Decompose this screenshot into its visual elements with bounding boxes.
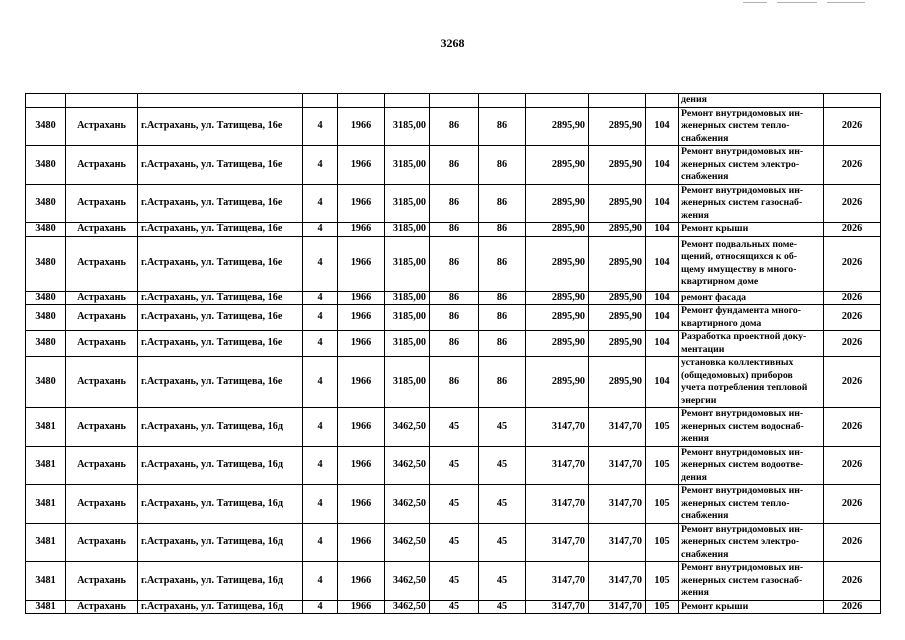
planned-year-cell: 2026 [824, 331, 881, 357]
city-cell: Астрахань [66, 184, 138, 223]
residents-cell: 104 [646, 305, 679, 331]
floors-cell: 4 [303, 357, 338, 408]
apartments-residential-cell: 86 [479, 291, 526, 305]
apartments-total-cell: 45 [430, 446, 479, 485]
living-area-cell [526, 94, 589, 108]
table-row [26, 600, 881, 614]
year-built-cell: 1966 [338, 523, 385, 562]
city-cell: Астрахань [66, 446, 138, 485]
apartments-residential-cell: 86 [479, 236, 526, 291]
year-built-cell: 1966 [338, 107, 385, 146]
total-area-cell: 3185,00 [385, 236, 430, 291]
work-type-cell: установка коллективных (общедомовых) приборов учета потребления тепловой энергии [679, 357, 824, 408]
table-row [26, 562, 881, 601]
apartments-total-cell: 45 [430, 600, 479, 614]
house-id-cell: 3480 [26, 236, 66, 291]
address-cell: г.Астрахань, ул. Татищева, 16е [138, 223, 303, 237]
year-built-cell: 1966 [338, 562, 385, 601]
apartments-total-cell: 86 [430, 291, 479, 305]
address-cell: г.Астрахань, ул. Татищева, 16е [138, 331, 303, 357]
total-area-cell: 3185,00 [385, 223, 430, 237]
apartments-total-cell: 86 [430, 305, 479, 331]
apartments-residential-cell [479, 94, 526, 108]
planned-year-cell: 2026 [824, 485, 881, 524]
year-built-cell: 1966 [338, 305, 385, 331]
residents-cell: 104 [646, 357, 679, 408]
city-cell: Астрахань [66, 331, 138, 357]
total-area-cell: 3462,50 [385, 485, 430, 524]
total-area-cell [385, 94, 430, 108]
address-cell: г.Астрахань, ул. Татищева, 16д [138, 523, 303, 562]
city-cell [66, 94, 138, 108]
year-built-cell: 1966 [338, 600, 385, 614]
table-row [26, 305, 881, 331]
total-area-cell: 3462,50 [385, 562, 430, 601]
living-area-residential-cell: 2895,90 [589, 184, 646, 223]
apartments-residential-cell: 45 [479, 446, 526, 485]
floors-cell: 4 [303, 236, 338, 291]
living-area-residential-cell: 2895,90 [589, 236, 646, 291]
residents-cell: 105 [646, 446, 679, 485]
work-type-cell: Ремонт внутридомовых ин- женерных систем газоснаб- жения [679, 184, 824, 223]
house-id-cell [26, 94, 66, 108]
work-type-cell: Ремонт внутридомовых ин- женерных систем электро- снабжения [679, 146, 824, 185]
floors-cell: 4 [303, 600, 338, 614]
floors-cell: 4 [303, 291, 338, 305]
floors-cell: 4 [303, 146, 338, 185]
living-area-cell: 2895,90 [526, 331, 589, 357]
city-cell: Астрахань [66, 146, 138, 185]
year-built-cell: 1966 [338, 408, 385, 447]
year-built-cell: 1966 [338, 236, 385, 291]
residents-cell: 104 [646, 107, 679, 146]
total-area-cell: 3185,00 [385, 146, 430, 185]
total-area-cell: 3462,50 [385, 446, 430, 485]
house-id-cell: 3480 [26, 146, 66, 185]
house-id-cell: 3481 [26, 485, 66, 524]
living-area-cell: 3147,70 [526, 562, 589, 601]
apartments-total-cell: 86 [430, 107, 479, 146]
living-area-cell: 2895,90 [526, 146, 589, 185]
planned-year-cell: 2026 [824, 184, 881, 223]
work-type-cell: Ремонт внутридомовых ин- женерных систем газоснаб- жения [679, 562, 824, 601]
apartments-total-cell: 86 [430, 331, 479, 357]
table-row [26, 236, 881, 291]
address-cell: г.Астрахань, ул. Татищева, 16е [138, 236, 303, 291]
apartments-residential-cell: 45 [479, 408, 526, 447]
table-row [26, 408, 881, 447]
living-area-cell: 2895,90 [526, 184, 589, 223]
residents-cell: 105 [646, 562, 679, 601]
total-area-cell: 3185,00 [385, 107, 430, 146]
floors-cell: 4 [303, 562, 338, 601]
living-area-residential-cell: 3147,70 [589, 446, 646, 485]
floors-cell: 4 [303, 331, 338, 357]
house-id-cell: 3480 [26, 107, 66, 146]
planned-year-cell: 2026 [824, 600, 881, 614]
planned-year-cell: 2026 [824, 291, 881, 305]
living-area-residential-cell: 3147,70 [589, 485, 646, 524]
apartments-total-cell: 45 [430, 485, 479, 524]
work-type-cell: Ремонт фундамента много- квартирного дома [679, 305, 824, 331]
table-row [26, 146, 881, 185]
floors-cell: 4 [303, 523, 338, 562]
scan-edge-marks [743, 0, 865, 4]
city-cell: Астрахань [66, 223, 138, 237]
city-cell: Астрахань [66, 600, 138, 614]
residents-cell: 104 [646, 184, 679, 223]
total-area-cell: 3185,00 [385, 305, 430, 331]
living-area-residential-cell: 2895,90 [589, 357, 646, 408]
table-row [26, 291, 881, 305]
apartments-total-cell: 45 [430, 523, 479, 562]
city-cell: Астрахань [66, 562, 138, 601]
house-id-cell: 3481 [26, 562, 66, 601]
apartments-residential-cell: 86 [479, 357, 526, 408]
residents-cell: 104 [646, 223, 679, 237]
apartments-total-cell: 86 [430, 223, 479, 237]
address-cell: г.Астрахань, ул. Татищева, 16е [138, 184, 303, 223]
floors-cell: 4 [303, 305, 338, 331]
apartments-residential-cell: 86 [479, 305, 526, 331]
table-row [26, 357, 881, 408]
table-row [26, 446, 881, 485]
table-row [26, 94, 881, 108]
year-built-cell: 1966 [338, 485, 385, 524]
living-area-cell: 3147,70 [526, 408, 589, 447]
planned-year-cell: 2026 [824, 408, 881, 447]
year-built-cell: 1966 [338, 223, 385, 237]
residents-cell: 105 [646, 600, 679, 614]
living-area-residential-cell: 3147,70 [589, 562, 646, 601]
living-area-cell: 2895,90 [526, 305, 589, 331]
city-cell: Астрахань [66, 357, 138, 408]
work-type-cell: Ремонт внутридомовых ин- женерных систем водоотве- дения [679, 446, 824, 485]
city-cell: Астрахань [66, 236, 138, 291]
apartments-total-cell: 45 [430, 408, 479, 447]
planned-year-cell: 2026 [824, 236, 881, 291]
work-type-cell: Ремонт внутридомовых ин- женерных систем тепло- снабжения [679, 485, 824, 524]
living-area-residential-cell: 3147,70 [589, 600, 646, 614]
residents-cell: 105 [646, 523, 679, 562]
residents-cell: 105 [646, 485, 679, 524]
floors-cell: 4 [303, 446, 338, 485]
total-area-cell: 3185,00 [385, 357, 430, 408]
floors-cell: 4 [303, 184, 338, 223]
total-area-cell: 3185,00 [385, 184, 430, 223]
work-type-cell: Ремонт внутридомовых ин- женерных систем водоснаб- жения [679, 408, 824, 447]
house-id-cell: 3480 [26, 291, 66, 305]
apartments-total-cell [430, 94, 479, 108]
table-row [26, 107, 881, 146]
table-row [26, 184, 881, 223]
address-cell: г.Астрахань, ул. Татищева, 16д [138, 485, 303, 524]
house-id-cell: 3480 [26, 357, 66, 408]
residents-cell: 104 [646, 291, 679, 305]
residents-cell: 104 [646, 236, 679, 291]
year-built-cell: 1966 [338, 446, 385, 485]
work-type-cell: Ремонт внутридомовых ин- женерных систем тепло- снабжения [679, 107, 824, 146]
year-built-cell: 1966 [338, 331, 385, 357]
living-area-residential-cell: 3147,70 [589, 408, 646, 447]
living-area-cell: 3147,70 [526, 446, 589, 485]
planned-year-cell: 2026 [824, 223, 881, 237]
planned-year-cell: 2026 [824, 146, 881, 185]
living-area-residential-cell: 2895,90 [589, 107, 646, 146]
living-area-residential-cell: 2895,90 [589, 223, 646, 237]
year-built-cell: 1966 [338, 146, 385, 185]
year-built-cell: 1966 [338, 357, 385, 408]
apartments-residential-cell: 45 [479, 523, 526, 562]
table-row [26, 223, 881, 237]
apartments-residential-cell: 86 [479, 184, 526, 223]
city-cell: Астрахань [66, 485, 138, 524]
apartments-residential-cell: 45 [479, 485, 526, 524]
living-area-residential-cell: 2895,90 [589, 305, 646, 331]
house-id-cell: 3480 [26, 184, 66, 223]
apartments-total-cell: 86 [430, 236, 479, 291]
table-row [26, 523, 881, 562]
work-type-cell: Ремонт подвальных поме- щений, относящихся к об- щему имуществу в много- квартирном доме [679, 236, 824, 291]
work-type-cell: ремонт фасада [679, 291, 824, 305]
address-cell: г.Астрахань, ул. Татищева, 16е [138, 291, 303, 305]
living-area-residential-cell: 2895,90 [589, 146, 646, 185]
residents-cell: 104 [646, 331, 679, 357]
apartments-total-cell: 86 [430, 357, 479, 408]
total-area-cell: 3462,50 [385, 600, 430, 614]
floors-cell: 4 [303, 408, 338, 447]
address-cell: г.Астрахань, ул. Татищева, 16е [138, 107, 303, 146]
planned-year-cell: 2026 [824, 523, 881, 562]
living-area-residential-cell [589, 94, 646, 108]
house-id-cell: 3480 [26, 305, 66, 331]
address-cell: г.Астрахань, ул. Татищева, 16е [138, 305, 303, 331]
address-cell [138, 94, 303, 108]
apartments-residential-cell: 86 [479, 223, 526, 237]
work-type-cell: Ремонт крыши [679, 600, 824, 614]
planned-year-cell: 2026 [824, 107, 881, 146]
house-id-cell: 3480 [26, 331, 66, 357]
house-id-cell: 3481 [26, 408, 66, 447]
year-built-cell: 1966 [338, 291, 385, 305]
planned-year-cell: 2026 [824, 562, 881, 601]
planned-year-cell: 2026 [824, 305, 881, 331]
table-row [26, 331, 881, 357]
address-cell: г.Астрахань, ул. Татищева, 16д [138, 600, 303, 614]
house-id-cell: 3481 [26, 523, 66, 562]
apartments-residential-cell: 45 [479, 600, 526, 614]
house-id-cell: 3481 [26, 600, 66, 614]
planned-year-cell: 2026 [824, 446, 881, 485]
city-cell: Астрахань [66, 305, 138, 331]
apartments-total-cell: 86 [430, 146, 479, 185]
apartments-total-cell: 86 [430, 184, 479, 223]
city-cell: Астрахань [66, 291, 138, 305]
apartments-residential-cell: 86 [479, 146, 526, 185]
apartments-residential-cell: 45 [479, 562, 526, 601]
house-id-cell: 3481 [26, 446, 66, 485]
living-area-cell: 2895,90 [526, 107, 589, 146]
living-area-cell: 2895,90 [526, 291, 589, 305]
page-number: 3268 [440, 36, 465, 50]
city-cell: Астрахань [66, 523, 138, 562]
living-area-residential-cell: 2895,90 [589, 291, 646, 305]
planned-year-cell [824, 94, 881, 108]
total-area-cell: 3462,50 [385, 523, 430, 562]
work-type-cell: дения [679, 94, 824, 108]
residents-cell: 104 [646, 146, 679, 185]
address-cell: г.Астрахань, ул. Татищева, 16д [138, 446, 303, 485]
living-area-cell: 3147,70 [526, 523, 589, 562]
work-type-cell: Разработка проектной доку- ментации [679, 331, 824, 357]
living-area-cell: 3147,70 [526, 485, 589, 524]
work-type-cell: Ремонт внутридомовых ин- женерных систем электро- снабжения [679, 523, 824, 562]
total-area-cell: 3462,50 [385, 408, 430, 447]
living-area-cell: 2895,90 [526, 357, 589, 408]
address-cell: г.Астрахань, ул. Татищева, 16д [138, 408, 303, 447]
living-area-cell: 3147,70 [526, 600, 589, 614]
city-cell: Астрахань [66, 107, 138, 146]
total-area-cell: 3185,00 [385, 291, 430, 305]
apartments-total-cell: 45 [430, 562, 479, 601]
table-row [26, 485, 881, 524]
living-area-residential-cell: 2895,90 [589, 331, 646, 357]
floors-cell [303, 94, 338, 108]
repair-schedule-table [25, 93, 881, 614]
address-cell: г.Астрахань, ул. Татищева, 16е [138, 146, 303, 185]
floors-cell: 4 [303, 485, 338, 524]
address-cell: г.Астрахань, ул. Татищева, 16е [138, 357, 303, 408]
apartments-residential-cell: 86 [479, 107, 526, 146]
year-built-cell [338, 94, 385, 108]
floors-cell: 4 [303, 107, 338, 146]
living-area-cell: 2895,90 [526, 236, 589, 291]
residents-cell: 105 [646, 408, 679, 447]
work-type-cell: Ремонт крыши [679, 223, 824, 237]
residents-cell [646, 94, 679, 108]
living-area-cell: 2895,90 [526, 223, 589, 237]
planned-year-cell: 2026 [824, 357, 881, 408]
address-cell: г.Астрахань, ул. Татищева, 16д [138, 562, 303, 601]
city-cell: Астрахань [66, 408, 138, 447]
floors-cell: 4 [303, 223, 338, 237]
total-area-cell: 3185,00 [385, 331, 430, 357]
house-id-cell: 3480 [26, 223, 66, 237]
living-area-residential-cell: 3147,70 [589, 523, 646, 562]
apartments-residential-cell: 86 [479, 331, 526, 357]
year-built-cell: 1966 [338, 184, 385, 223]
